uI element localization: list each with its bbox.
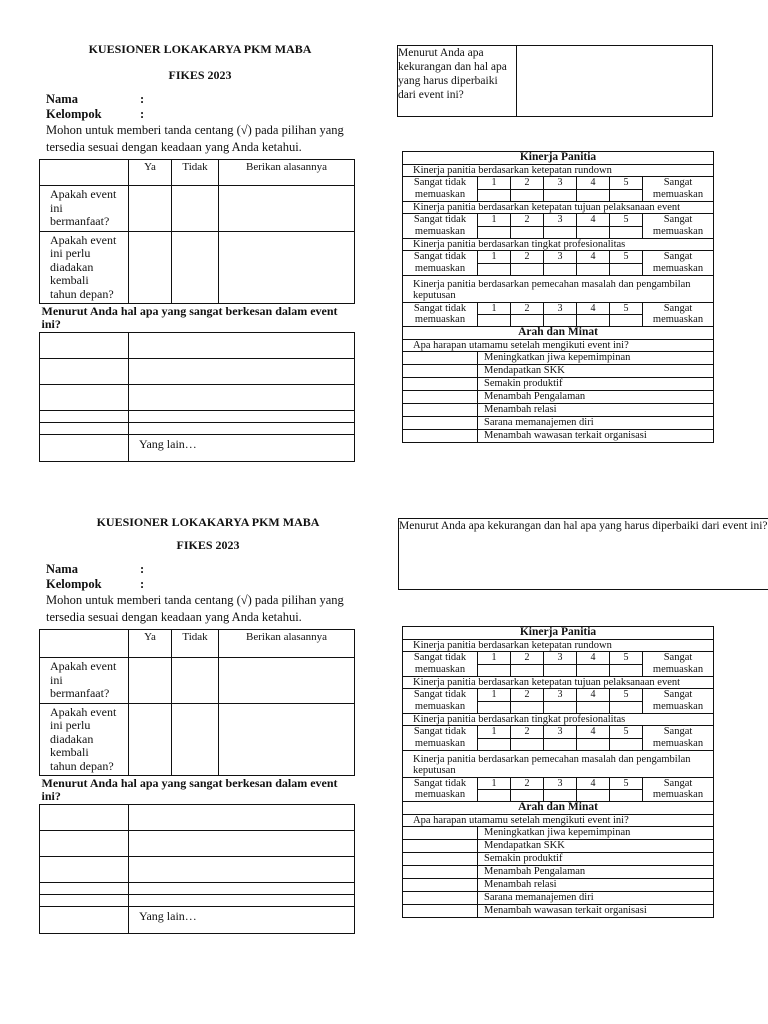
arah-minat-title: Arah dan Minat — [403, 327, 714, 340]
answer-line[interactable] — [129, 805, 355, 831]
rating-cell[interactable] — [544, 226, 577, 238]
answer-tidak-cell[interactable] — [172, 231, 219, 304]
scale-2: 2 — [511, 777, 544, 790]
rating-cell[interactable] — [544, 664, 577, 676]
answer-tidak-cell[interactable] — [172, 703, 219, 776]
scale-2: 2 — [511, 689, 544, 702]
checkbox-cell[interactable] — [40, 831, 129, 857]
rating-cell[interactable] — [544, 263, 577, 275]
nama-separator: : — [140, 562, 145, 576]
scale-high-label: Sangat memuaskan — [643, 652, 714, 677]
form-subtitle: FIKES 2023 — [176, 538, 240, 552]
rating-cell[interactable] — [511, 315, 544, 327]
checkbox-cell[interactable] — [40, 385, 129, 411]
option-skk: Mendapatkan SKK — [478, 365, 714, 378]
scale-4: 4 — [577, 214, 610, 227]
criterion-tujuan: Kinerja panitia berdasarkan ketepatan tujuan pelaksanaan event — [403, 201, 714, 214]
rating-cell[interactable] — [544, 315, 577, 327]
reason-cell[interactable] — [219, 231, 355, 304]
answer-ya-cell[interactable] — [129, 703, 172, 776]
scale-high-label: Sangat memuaskan — [643, 302, 714, 327]
checkbox-cell[interactable] — [40, 333, 129, 359]
scale-5: 5 — [610, 214, 643, 227]
scale-high-label: Sangat memuaskan — [643, 251, 714, 276]
answer-tidak-cell[interactable] — [172, 186, 219, 232]
header-tidak: Tidak — [172, 630, 219, 658]
option-manajemen-diri: Sarana memanajemen diri — [478, 892, 714, 905]
scale-4: 4 — [577, 652, 610, 665]
option-checkbox[interactable] — [403, 378, 478, 391]
header-ya: Ya — [129, 630, 172, 658]
rating-cell[interactable] — [544, 790, 577, 802]
scale-high-label: Sangat memuaskan — [643, 214, 714, 239]
arah-minat-title: Arah dan Minat — [403, 802, 714, 815]
arah-question: Apa harapan utamamu setelah mengikuti event ini? — [403, 814, 714, 827]
option-checkbox[interactable] — [403, 840, 478, 853]
header-tidak: Tidak — [172, 160, 219, 186]
rating-cell[interactable] — [577, 790, 610, 802]
scale-low-label: Sangat tidak memuaskan — [403, 689, 478, 714]
rating-cell[interactable] — [610, 701, 643, 713]
nama-label: Nama — [46, 562, 78, 576]
criterion-tujuan: Kinerja panitia berdasarkan ketepatan tujuan pelaksanaan event — [403, 676, 714, 689]
rating-cell[interactable] — [610, 226, 643, 238]
scale-low-label: Sangat tidak memuaskan — [403, 177, 478, 202]
rating-cell[interactable] — [544, 738, 577, 750]
header-alasan: Berikan alasannya — [219, 630, 355, 658]
rating-cell[interactable] — [511, 790, 544, 802]
scale-1: 1 — [478, 689, 511, 702]
scale-5: 5 — [610, 777, 643, 790]
instruction-text: Mohon untuk memberi tanda centang (√) pada pilihan yang tersedia sesuai dengan keadaan yang Anda ketahui. — [46, 123, 344, 154]
answer-line[interactable] — [129, 831, 355, 857]
rating-cell[interactable] — [610, 664, 643, 676]
scale-high-label: Sangat memuaskan — [643, 777, 714, 802]
scale-low-label: Sangat tidak memuaskan — [403, 652, 478, 677]
rating-cell[interactable] — [544, 701, 577, 713]
scale-4: 4 — [577, 726, 610, 739]
option-checkbox[interactable] — [403, 430, 478, 443]
option-relasi: Menambah relasi — [478, 879, 714, 892]
scale-1: 1 — [478, 652, 511, 665]
option-checkbox[interactable] — [403, 905, 478, 918]
scale-1: 1 — [478, 302, 511, 315]
nama-label: Nama — [46, 92, 78, 106]
suggestion-box — [398, 518, 768, 590]
checkbox-cell[interactable] — [40, 907, 129, 934]
question-bermanfaat: Apakah event ini bermanfaat? — [40, 186, 129, 232]
header-alasan: Berikan alasannya — [219, 160, 355, 186]
scale-low-label: Sangat tidak memuaskan — [403, 777, 478, 802]
rating-cell[interactable] — [610, 263, 643, 275]
scale-3: 3 — [544, 689, 577, 702]
option-checkbox[interactable] — [403, 404, 478, 417]
scale-4: 4 — [577, 177, 610, 190]
rating-cell[interactable] — [511, 701, 544, 713]
memorable-question: Menurut Anda hal apa yang sangat berkesan dalam event ini? — [40, 304, 355, 333]
kelompok-separator: : — [140, 577, 145, 591]
option-checkbox[interactable] — [403, 352, 478, 365]
rating-cell[interactable] — [511, 189, 544, 201]
answer-ya-cell[interactable] — [129, 186, 172, 232]
scale-low-label: Sangat tidak memuaskan — [403, 726, 478, 751]
scale-3: 3 — [544, 777, 577, 790]
rating-cell[interactable] — [478, 701, 511, 713]
option-checkbox[interactable] — [403, 866, 478, 879]
criterion-profesionalitas: Kinerja panitia berdasarkan tingkat profesionalitas — [403, 238, 714, 251]
scale-3: 3 — [544, 251, 577, 264]
rating-cell[interactable] — [478, 189, 511, 201]
option-relasi: Menambah relasi — [478, 404, 714, 417]
scale-2: 2 — [511, 251, 544, 264]
rating-cell[interactable] — [478, 226, 511, 238]
kinerja-title: Kinerja Panitia — [403, 152, 714, 165]
option-skk: Mendapatkan SKK — [478, 840, 714, 853]
scale-4: 4 — [577, 251, 610, 264]
answer-line[interactable] — [129, 333, 355, 359]
question-bermanfaat: Apakah event ini bermanfaat? — [40, 658, 129, 704]
rating-cell[interactable] — [478, 664, 511, 676]
option-kepemimpinan: Meningkatkan jiwa kepemimpinan — [478, 352, 714, 365]
scale-5: 5 — [610, 177, 643, 190]
header-ya: Ya — [129, 160, 172, 186]
scale-3: 3 — [544, 302, 577, 315]
checkbox-cell[interactable] — [40, 895, 129, 907]
rating-cell[interactable] — [577, 315, 610, 327]
rating-cell[interactable] — [511, 263, 544, 275]
kinerja-title: Kinerja Panitia — [403, 627, 714, 640]
rating-cell[interactable] — [478, 790, 511, 802]
answer-line[interactable] — [129, 883, 355, 895]
checkbox-cell[interactable] — [40, 805, 129, 831]
reason-cell[interactable] — [219, 186, 355, 232]
question-table — [39, 629, 355, 934]
option-checkbox[interactable] — [403, 391, 478, 404]
option-kepemimpinan: Meningkatkan jiwa kepemimpinan — [478, 827, 714, 840]
question-diadakan-kembali: Apakah event ini perlu diadakan kembali tahun depan? — [40, 703, 129, 776]
rating-cell[interactable] — [577, 226, 610, 238]
scale-5: 5 — [610, 689, 643, 702]
answer-ya-cell[interactable] — [129, 658, 172, 704]
rating-cell[interactable] — [544, 189, 577, 201]
option-wawasan: Menambah wawasan terkait organisasi — [478, 905, 714, 918]
scale-high-label: Sangat memuaskan — [643, 689, 714, 714]
checkbox-cell[interactable] — [40, 883, 129, 895]
option-checkbox[interactable] — [403, 365, 478, 378]
scale-1: 1 — [478, 726, 511, 739]
rating-cell[interactable] — [478, 738, 511, 750]
instruction-text: Mohon untuk memberi tanda centang (√) pada pilihan yang tersedia sesuai dengan keadaan yang Anda ketahui. — [46, 593, 344, 624]
kinerja-panitia-table — [402, 151, 714, 443]
scale-4: 4 — [577, 302, 610, 315]
answer-line[interactable] — [129, 411, 355, 423]
scale-4: 4 — [577, 689, 610, 702]
header-empty — [40, 630, 129, 658]
answer-ya-cell[interactable] — [129, 231, 172, 304]
criterion-pemecahan-masalah: Kinerja panitia berdasarkan pemecahan masalah dan pengambilan keputusan — [403, 750, 714, 777]
rating-cell[interactable] — [478, 315, 511, 327]
rating-cell[interactable] — [610, 315, 643, 327]
scale-2: 2 — [511, 652, 544, 665]
nama-separator: : — [140, 92, 145, 106]
scale-2: 2 — [511, 302, 544, 315]
scale-5: 5 — [610, 302, 643, 315]
checkbox-cell[interactable] — [40, 857, 129, 883]
rating-cell[interactable] — [610, 189, 643, 201]
other-label[interactable]: Yang lain… — [129, 907, 355, 934]
rating-cell[interactable] — [577, 189, 610, 201]
rating-cell[interactable] — [610, 738, 643, 750]
checkbox-cell[interactable] — [40, 411, 129, 423]
reason-cell[interactable] — [219, 658, 355, 704]
option-manajemen-diri: Sarana memanajemen diri — [478, 417, 714, 430]
criterion-pemecahan-masalah: Kinerja panitia berdasarkan pemecahan masalah dan pengambilan keputusan — [403, 275, 714, 302]
suggestion-box — [397, 45, 713, 117]
scale-2: 2 — [511, 177, 544, 190]
checkbox-cell[interactable] — [40, 423, 129, 435]
scale-1: 1 — [478, 177, 511, 190]
form-subtitle: FIKES 2023 — [168, 68, 232, 82]
kelompok-separator: : — [140, 107, 145, 121]
rating-cell[interactable] — [577, 738, 610, 750]
scale-1: 1 — [478, 777, 511, 790]
scale-5: 5 — [610, 251, 643, 264]
option-wawasan: Menambah wawasan terkait organisasi — [478, 430, 714, 443]
checkbox-cell[interactable] — [40, 359, 129, 385]
scale-2: 2 — [511, 726, 544, 739]
reason-cell[interactable] — [219, 703, 355, 776]
rating-cell[interactable] — [511, 738, 544, 750]
question-table — [39, 159, 355, 462]
option-checkbox[interactable] — [403, 827, 478, 840]
form-title: KUESIONER LOKAKARYA PKM MABA — [88, 42, 312, 56]
rating-cell[interactable] — [577, 664, 610, 676]
scale-4: 4 — [577, 777, 610, 790]
suggestion-question: Menurut Anda apa kekurangan dan hal apa yang harus diperbaiki dari event ini? — [398, 46, 517, 117]
kelompok-label: Kelompok — [46, 577, 102, 591]
checkbox-cell[interactable] — [40, 435, 129, 462]
scale-3: 3 — [544, 177, 577, 190]
option-checkbox[interactable] — [403, 853, 478, 866]
scale-low-label: Sangat tidak memuaskan — [403, 251, 478, 276]
scale-5: 5 — [610, 726, 643, 739]
option-produktif: Semakin produktif — [478, 853, 714, 866]
rating-cell[interactable] — [577, 701, 610, 713]
scale-2: 2 — [511, 214, 544, 227]
rating-cell[interactable] — [511, 664, 544, 676]
scale-high-label: Sangat memuaskan — [643, 726, 714, 751]
answer-line[interactable] — [129, 359, 355, 385]
scale-3: 3 — [544, 214, 577, 227]
suggestion-question: Menurut Anda apa kekurangan dan hal apa yang harus diperbaiki dari event ini? — [399, 519, 768, 590]
criterion-profesionalitas: Kinerja panitia berdasarkan tingkat profesionalitas — [403, 713, 714, 726]
form-title: KUESIONER LOKAKARYA PKM MABA — [96, 515, 320, 529]
memorable-question: Menurut Anda hal apa yang sangat berkesan dalam event ini? — [40, 776, 355, 805]
option-pengalaman: Menambah Pengalaman — [478, 866, 714, 879]
kinerja-panitia-table — [402, 626, 714, 918]
kelompok-label: Kelompok — [46, 107, 102, 121]
option-checkbox[interactable] — [403, 892, 478, 905]
rating-cell[interactable] — [577, 263, 610, 275]
scale-high-label: Sangat memuaskan — [643, 177, 714, 202]
answer-line[interactable] — [129, 385, 355, 411]
scale-low-label: Sangat tidak memuaskan — [403, 302, 478, 327]
rating-cell[interactable] — [511, 226, 544, 238]
scale-3: 3 — [544, 726, 577, 739]
rating-cell[interactable] — [478, 263, 511, 275]
scale-1: 1 — [478, 251, 511, 264]
criterion-rundown: Kinerja panitia berdasarkan ketepatan rundown — [403, 639, 714, 652]
option-pengalaman: Menambah Pengalaman — [478, 391, 714, 404]
option-checkbox[interactable] — [403, 417, 478, 430]
option-produktif: Semakin produktif — [478, 378, 714, 391]
scale-1: 1 — [478, 214, 511, 227]
other-label[interactable]: Yang lain… — [129, 435, 355, 462]
scale-low-label: Sangat tidak memuaskan — [403, 214, 478, 239]
question-diadakan-kembali: Apakah event ini perlu diadakan kembali tahun depan? — [40, 231, 129, 304]
rating-cell[interactable] — [610, 790, 643, 802]
option-checkbox[interactable] — [403, 879, 478, 892]
answer-line[interactable] — [129, 895, 355, 907]
suggestion-answer[interactable] — [517, 46, 713, 117]
header-empty — [40, 160, 129, 186]
arah-question: Apa harapan utamamu setelah mengikuti event ini? — [403, 339, 714, 352]
answer-line[interactable] — [129, 857, 355, 883]
answer-tidak-cell[interactable] — [172, 658, 219, 704]
criterion-rundown: Kinerja panitia berdasarkan ketepatan rundown — [403, 164, 714, 177]
answer-line[interactable] — [129, 423, 355, 435]
scale-3: 3 — [544, 652, 577, 665]
scale-5: 5 — [610, 652, 643, 665]
